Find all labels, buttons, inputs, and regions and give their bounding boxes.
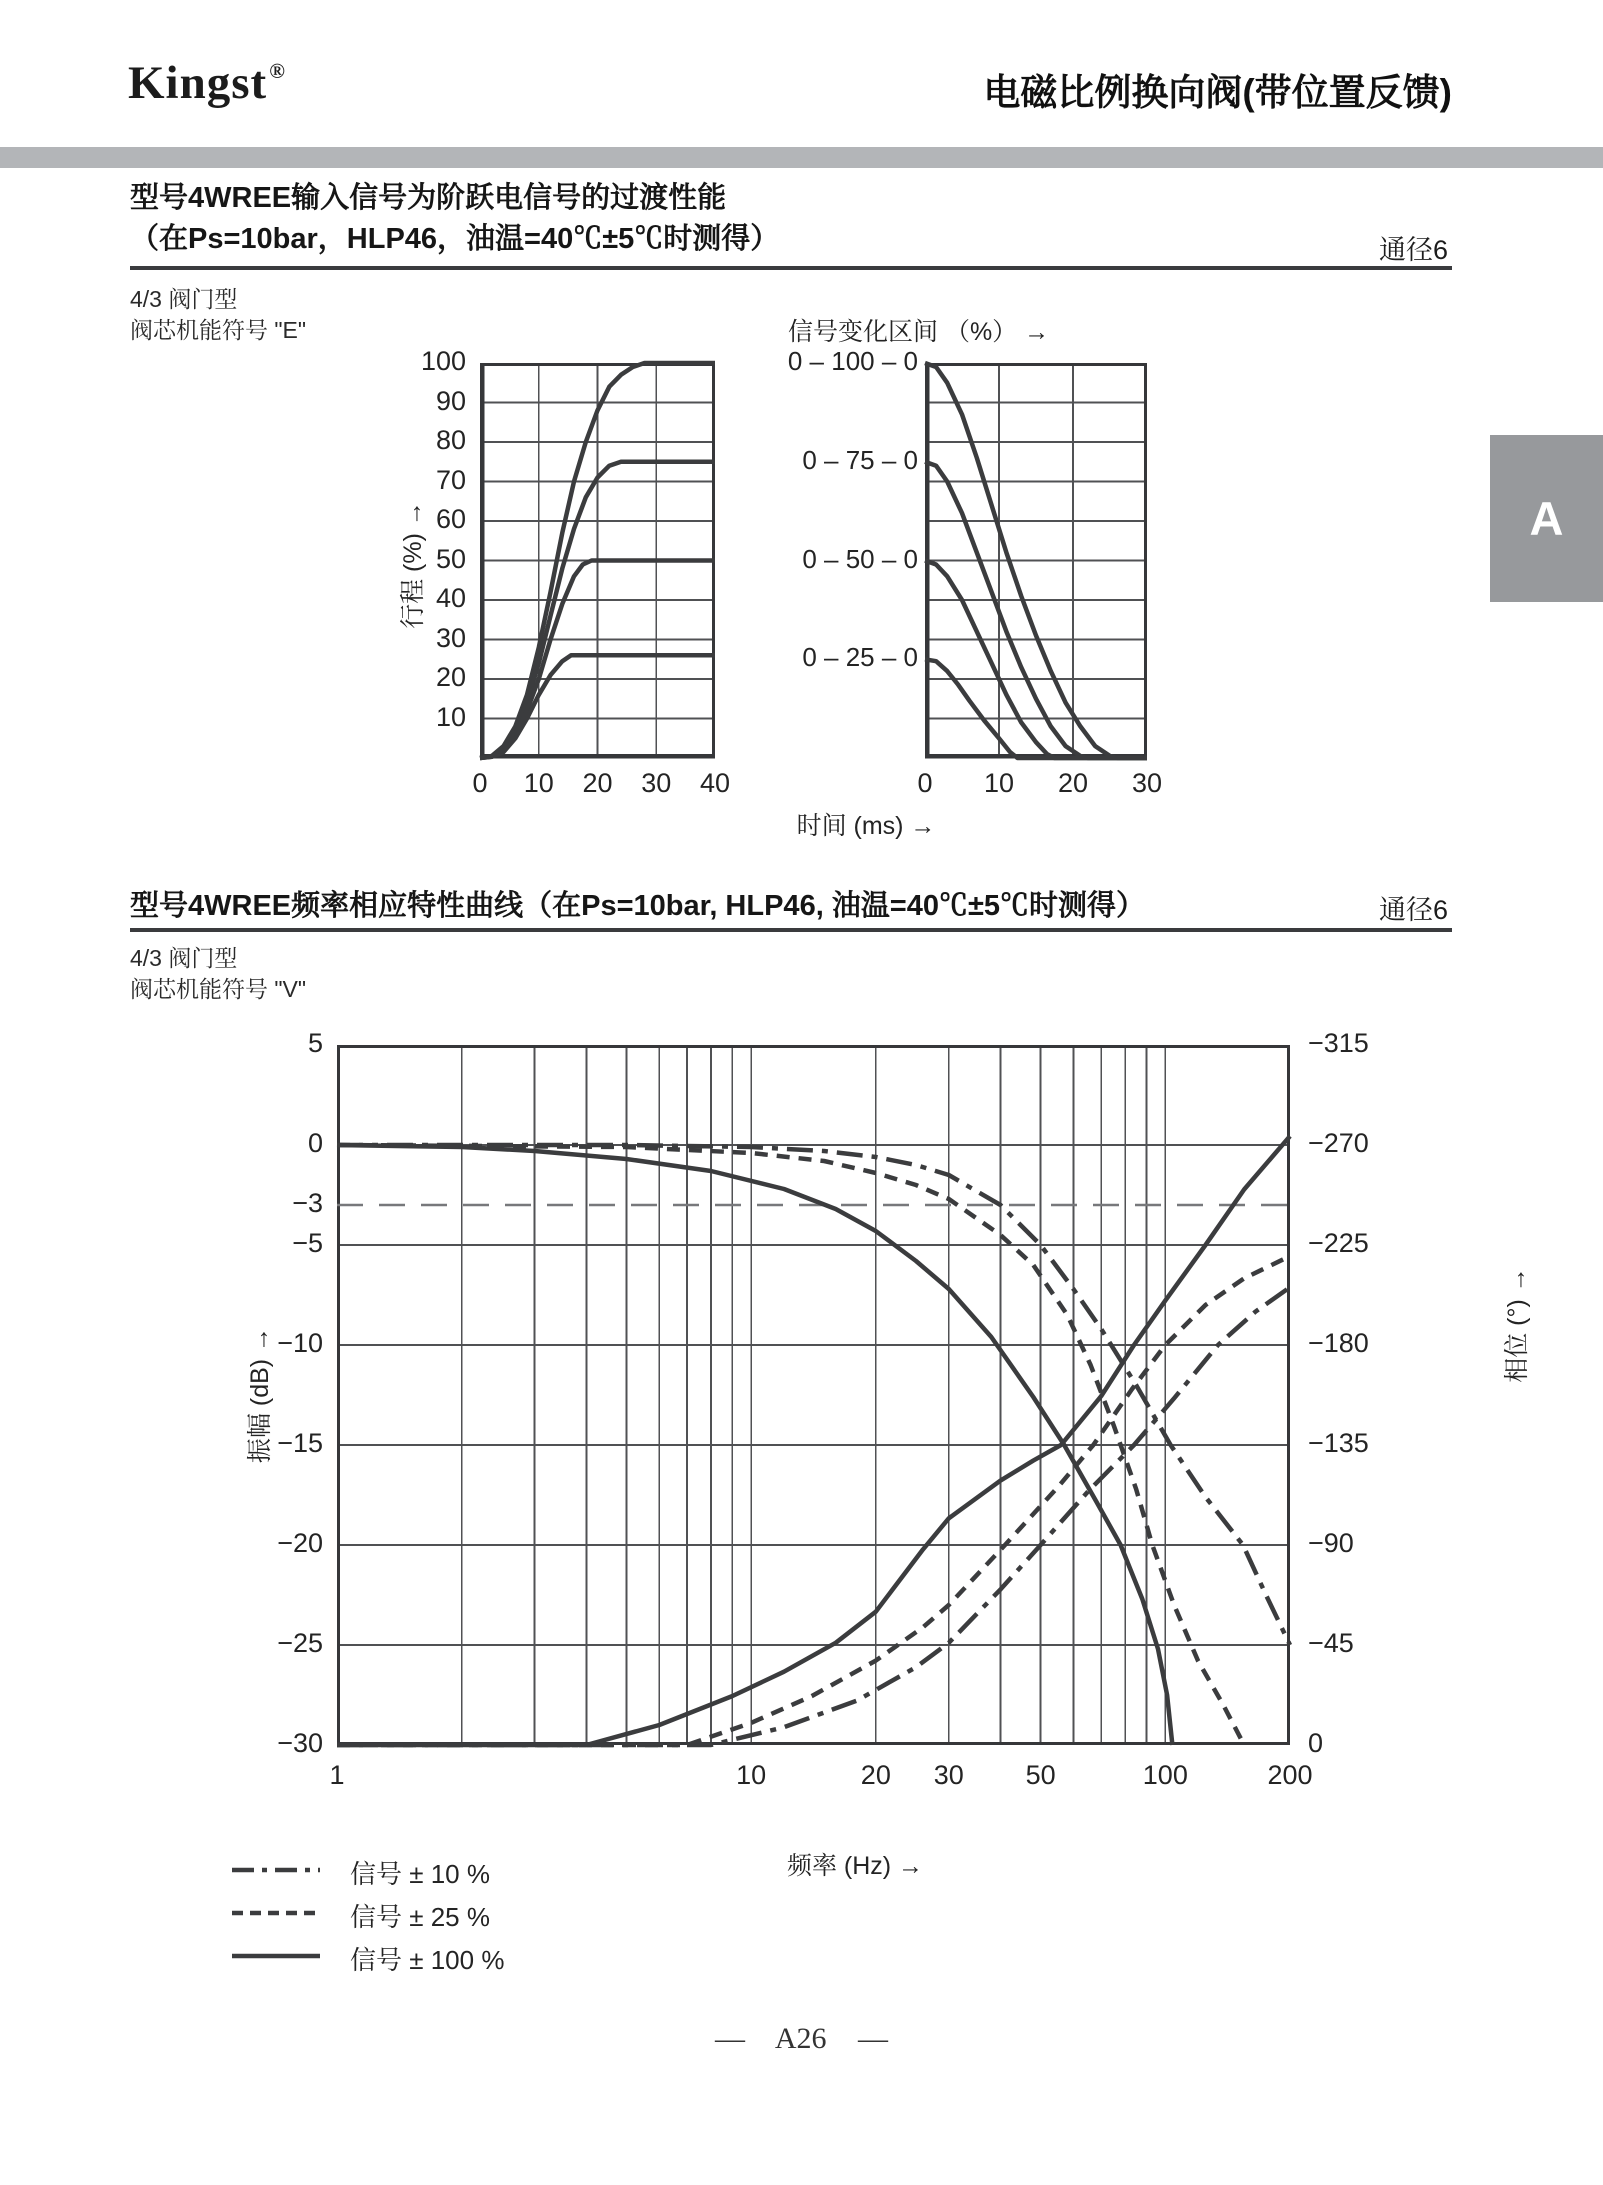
frequency-axis-tick: 200 xyxy=(1267,1760,1313,1790)
section2-size-tag: 通径6 xyxy=(1378,895,1448,925)
signal-range-label: 0 – 100 – 0 xyxy=(787,346,918,376)
frequency-axis-tick: 10 xyxy=(736,1760,767,1790)
section1-size-tag: 通径6 xyxy=(1378,235,1448,265)
signal-range-axis-title: 信号变化区间 （%） → xyxy=(788,318,1050,346)
frequency-axis-tick: 1 xyxy=(329,1760,345,1790)
time-axis-tick: 30 xyxy=(641,768,672,798)
travel-axis-tick: 100 xyxy=(420,346,466,376)
time-axis-tick: 30 xyxy=(1131,768,1163,798)
legend-label: 信号 ± 25 % xyxy=(350,1902,490,1932)
time-axis-tick: 10 xyxy=(523,768,554,798)
section2-valve-type: 4/3 阀门型 xyxy=(130,945,238,971)
signal-range-label: 0 – 75 – 0 xyxy=(802,444,918,475)
section1-spool-symbol: 阀芯机能符号 "E" xyxy=(130,317,307,343)
time-axis-tick: 20 xyxy=(1057,768,1089,798)
signal-range-label: 0 – 50 – 0 xyxy=(802,543,918,574)
time-axis-tick: 0 xyxy=(917,768,933,798)
phase-axis-tick: −225 xyxy=(1308,1228,1369,1258)
legend-label: 信号 ± 100 % xyxy=(350,1945,505,1975)
step-curve-0 – 75 – 0 xyxy=(925,462,1147,758)
frequency-axis-title: 频率 (Hz) → xyxy=(786,1852,924,1880)
phase-axis-tick: −315 xyxy=(1308,1028,1369,1058)
phase-axis-tick: 0 xyxy=(1308,1728,1324,1758)
amplitude-axis-tick: −20 xyxy=(277,1528,323,1558)
phase-axis-title: 相位 (°) → xyxy=(1503,1267,1531,1383)
travel-axis-title: 行程 (%) → xyxy=(399,501,427,629)
phase-axis-tick: −180 xyxy=(1308,1328,1369,1358)
header-divider-bar xyxy=(0,147,1603,168)
legend-swatch-dashed xyxy=(230,1895,322,1931)
step-curve-0 – 50 – 0 xyxy=(925,561,1147,759)
section1-title xyxy=(130,178,779,260)
frequency-axis-tick: 50 xyxy=(1025,1760,1056,1790)
time-axis-tick: 0 xyxy=(472,768,488,798)
phase-axis-tick: −90 xyxy=(1308,1528,1354,1558)
section1-title-line1: 型号4WREE输入信号为阶跃电信号的过渡性能 xyxy=(130,182,727,214)
bode-plot-area xyxy=(337,1045,1290,1745)
signal-range-label: 0 – 25 – 0 xyxy=(802,642,918,673)
travel-axis-tick: 10 xyxy=(435,701,466,732)
amplitude-axis-tick: −3 xyxy=(292,1188,323,1218)
frequency-axis-tick: 100 xyxy=(1142,1760,1188,1790)
section1-title-line2: （在Ps=10bar，HLP46，油温=40℃±5℃时测得） xyxy=(130,223,780,255)
section2-title: 型号4WREE频率相应特性曲线（在Ps=10bar, HLP46, 油温=40℃±5℃时测得） xyxy=(130,890,1146,922)
amplitude-axis-tick: 5 xyxy=(307,1028,323,1058)
section2-rule xyxy=(130,928,1452,932)
amplitude-axis-title: 振幅 (dB) → xyxy=(246,1326,274,1464)
travel-axis-tick: 40 xyxy=(435,583,466,613)
phase-axis-tick: −135 xyxy=(1308,1428,1369,1458)
frequency-axis-tick: 20 xyxy=(860,1760,891,1790)
amplitude-axis-tick: −30 xyxy=(277,1728,323,1758)
step-panel-fall xyxy=(925,363,1147,758)
time-axis-tick: 10 xyxy=(983,768,1015,798)
time-axis-tick: 40 xyxy=(699,768,731,798)
brand-logo xyxy=(128,56,284,110)
amplitude-axis-tick: −25 xyxy=(277,1628,323,1658)
time-axis-tick: 20 xyxy=(582,768,613,798)
travel-axis-tick: 50 xyxy=(435,543,466,574)
section1-rule xyxy=(130,266,1452,270)
phase-axis-tick: −270 xyxy=(1308,1128,1369,1158)
legend-swatch-solid xyxy=(230,1938,322,1974)
travel-axis-tick: 60 xyxy=(435,504,466,534)
travel-axis-tick: 70 xyxy=(435,464,466,495)
travel-axis-tick: 80 xyxy=(435,425,466,455)
travel-axis-tick: 30 xyxy=(435,622,466,653)
step-panel-rise xyxy=(480,363,715,758)
section2-spool-symbol: 阀芯机能符号 "V" xyxy=(130,976,307,1002)
frequency-axis-tick: 30 xyxy=(933,1760,964,1790)
section-index-tab: A xyxy=(1490,435,1603,602)
page-title: 电磁比例换向阀(带位置反馈) xyxy=(983,72,1452,113)
travel-axis-tick: 20 xyxy=(435,662,466,692)
amplitude-axis-tick: 0 xyxy=(307,1128,323,1158)
section1-subnote xyxy=(130,284,306,346)
time-axis-title: 时间 (ms) → xyxy=(796,812,936,840)
page-number: — A26 — xyxy=(714,2022,888,2055)
phase-axis-tick: −45 xyxy=(1308,1628,1354,1658)
section2-subnote xyxy=(130,943,306,1005)
amplitude-axis-tick: −5 xyxy=(292,1228,323,1258)
brand-name: Kingst xyxy=(128,57,268,109)
section1-valve-type: 4/3 阀门型 xyxy=(130,286,238,312)
legend-label: 信号 ± 10 % xyxy=(350,1859,490,1889)
amplitude-axis-tick: −10 xyxy=(277,1328,323,1358)
registered-trademark-icon: ® xyxy=(269,59,286,83)
amplitude-axis-tick: −15 xyxy=(277,1428,323,1458)
travel-axis-tick: 90 xyxy=(435,385,466,416)
legend-swatch-dashdot xyxy=(230,1852,322,1888)
